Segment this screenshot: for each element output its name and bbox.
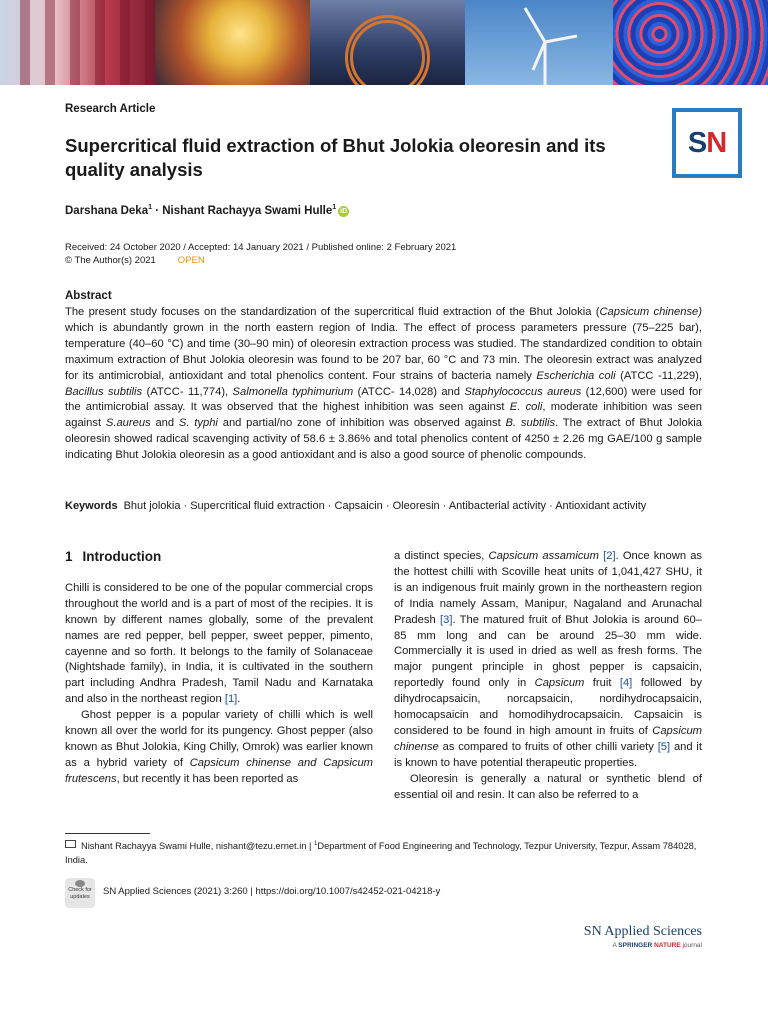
banner-image-3 [310,0,465,85]
citation-link[interactable]: [2] [603,550,616,562]
paragraph: a distinct species, Capsicum assamicum [2]. Once known as the hottest chilli with Scoville heat units of 1,041,427 SHU, it is an indigenous fruit mainly grown in the northeastern region of India namely Assam, Manipur, Nagaland and Arunachal Pradesh [3]. The matured fruit of Bhut Jolokia is around 60–85 mm long and can be around 25–30 mm wide. Commercially it is used in dried as well as fresh forms. The major pungent principle in ghost pepper is capsaicin, reportedly found only in Capsicum fruit [4] followed by dihydrocapsaicin, norcapsaicin, nordihydrocapsaicin, homocapsaicin and homodihydrocapsaicin. Capsaicin is considered to be found in high amount in fruits of Capsicum chinense as compared to fruits of other chilli variety [5] and it is known to have potential therapeutic properties. [394,550,703,769]
section-heading: 1 Introduction [65,549,162,564]
journal-name: SN Applied Sciences [583,924,702,939]
keywords-list: Bhut jolokia · Supercritical fluid extraction · Capsaicin · Oleoresin · Antibacterial activity · Antioxidant activity [123,500,647,512]
body-column-right [394,549,702,804]
body-column-left [65,549,373,788]
banner-image-5 [613,0,768,85]
publication-dates: Received: 24 October 2020 / Accepted: 14 January 2021 / Published online: 2 February 2021 © The Author(s) 2021 OPEN [65,242,457,266]
wind-turbine-icon [465,0,613,85]
header-banner [0,0,768,85]
check-for-updates-button[interactable]: Check for updates [65,878,95,908]
orcid-icon[interactable]: iD [340,207,348,215]
citation-line[interactable]: SN Applied Sciences (2021) 3:260 | https://doi.org/10.1007/s42452-021-04218-y [103,886,441,897]
envelope-icon [65,840,76,848]
article-type: Research Article [65,103,156,115]
author-list: Darshana Deka$^1$ · Nishant Rachayya Swami Hulle$^1$iD [65,204,348,217]
citation-link[interactable]: [5] [657,740,671,753]
banner-image-1 [0,0,155,85]
author-name[interactable]: Nishant Rachayya Swami Hulle [162,204,333,217]
keywords-label: Keywords [65,500,118,512]
abstract-text: The present study focuses on the standardization of the supercritical fluid extraction of the Bhut Jolokia (Capsicum chinense) which is abundantly grown in the north eastern region of India. The effect of process parameters pressure (75–225 bar), temperature (40–60 °C) and time (30–90 min) of oleoresin extraction process was studied. The standardized condition to obtain maximum extraction of Bhut Jolokia oleoresin was found to be 207 bar, 60 °C and 73 min. The oleoresin extract was analyzed for its antimicrobial, antioxidant and total phenolics content. Four strains of bacteria namely Escherichia coli (ATCC -11,229), Bacillus subtilis (ATCC- 11,774), Salmonella typhimurium (ATCC- 14,028) and Staphylococcus aureus (12,600) were used for the antimicrobial assay. It was observed that the highest inhibition was seen against E. coli, moderate inhibition was seen against S.aureus and S. typhi and partial/no zone of inhibition was observed against B. subtilis. The extract of Bhut Jolokia oleoresin showed radical scavenging activity of 58.6 ± 3.86% and total phenolics content of 4250 ± 2.26 mg GAE/100 g sample indicating Bhut Jolokia oleoresin as a good antioxidant and is also a good source of phenolic compounds. [65,306,703,462]
keywords [65,500,646,512]
footnote-divider [65,833,150,834]
banner-image-2 [155,0,310,85]
paragraph: Oleoresin is generally a natural or synthetic blend of essential oil and resin. It can also be referred to a [394,772,702,801]
author-name[interactable]: Darshana Deka [65,204,149,217]
publisher-line: A SPRINGER NATURE journal [612,942,702,949]
footnote: Nishant Rachayya Swami Hulle, nishant@tezu.ernet.in | $^1$Department of Food Engineering and Technology, Tezpur University, Tezpur, Assam 784028, India. [65,841,697,865]
citation-link[interactable]: [4] [619,677,633,690]
sn-logo: SN [672,108,742,178]
banner-image-wind-turbine [465,0,613,85]
article-title: Supercritical fluid extraction of Bhut Jolokia oleoresin and its quality analysis [65,135,606,180]
paragraph: Ghost pepper is a popular variety of chilli which is well known all over the world for its pungency. Ghost pepper (also known as Bhut Jolokia, King Chilly, Omrok) was earlier known as a hybrid variety of Capsicum chinense and Capsicum frutescens, but recently it has been reported as [65,709,373,785]
citation-link[interactable]: [1] [224,693,238,706]
abstract-heading: Abstract [65,290,112,302]
open-access-badge: OPEN [177,255,205,266]
citation-link[interactable]: [3] [440,613,453,626]
paragraph: Chilli is considered to be one of the popular commercial crops throughout the world and is a part of most of the recipies. It is known by different names globally, some of the prevalent names are red pepper, bell pepper, sweet pepper, pimento, cayenne and so forth. It belongs to the family of Solanaceae (Nightshade family), in India, it is cultivated in the southern part including Andhra Pradesh, Tamil Nadu and Karnataka and also in the northeast region [1]. [65,581,373,706]
